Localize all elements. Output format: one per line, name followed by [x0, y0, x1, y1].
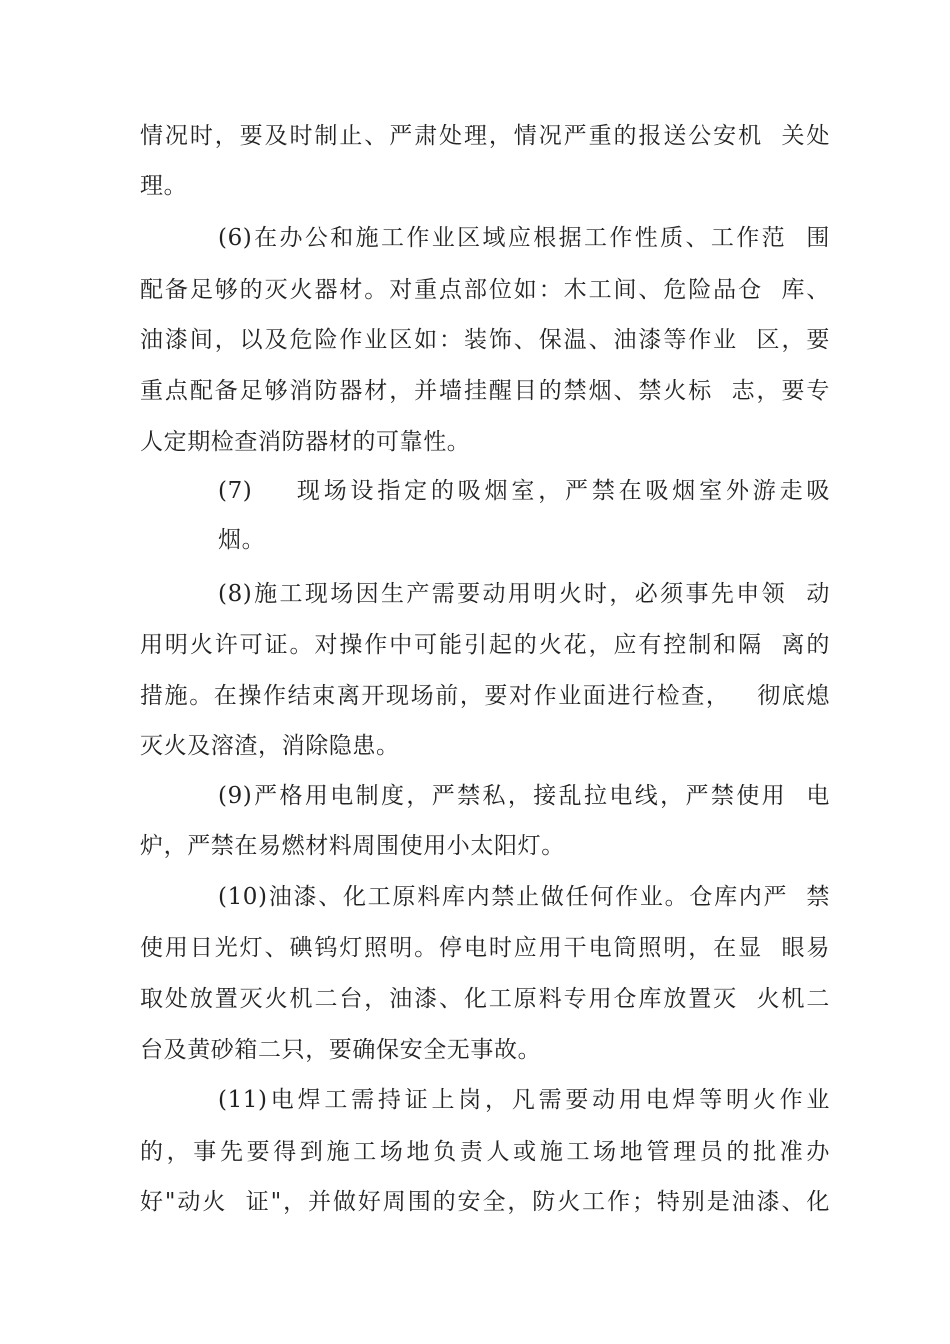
text-line: 油漆间，以及危险作业区如：装饰、保温、油漆等作业 区，要 [140, 327, 830, 353]
text-line: 用明火许可证。对操作中可能引起的火花，应有控制和隔 离的 [140, 632, 830, 658]
text-line: 情况时，要及时制止、严肃处理，情况严重的报送公安机 关处 [140, 123, 830, 149]
text-line: (6)在办公和施工作业区域应根据工作性质、工作范 围 [218, 225, 830, 251]
text-line: 好"动火 证"，并做好周围的安全，防火工作；特别是油漆、化 [140, 1189, 830, 1215]
text-line: 灭火及溶渣，消除隐患。 [140, 733, 400, 759]
text-line: 的，事先要得到施工场地负责人或施工场地管理员的批准办 [140, 1139, 830, 1165]
text-line: (9)严格用电制度，严禁私，接乱拉电线，严禁使用 电 [218, 783, 830, 809]
text-line: 取处放置灭火机二台，油漆、化工原料专用仓库放置灭 火机二 [140, 986, 830, 1012]
text-line: 人定期检查消防器材的可靠性。 [140, 429, 471, 455]
text-line: (11)电焊工需持证上岗，凡需要动用电焊等明火作业 [218, 1087, 830, 1113]
text-line: (7) 现场设指定的吸烟室，严禁在吸烟室外游走吸 [218, 478, 830, 504]
text-line: (10)油漆、化工原料库内禁止做任何作业。仓库内严 禁 [218, 884, 830, 910]
text-line: 措施。在操作结束离开现场前，要对作业面进行检查， 彻底熄 [140, 683, 830, 709]
text-line: 理。 [140, 173, 188, 199]
text-line: 烟。 [218, 527, 266, 553]
text-line: 炉，严禁在易燃材料周围使用小太阳灯。 [140, 833, 565, 859]
text-line: 配备足够的灭火器材。对重点部位如：木工间、危险品仓 库、 [140, 277, 830, 303]
text-line: 台及黄砂箱二只，要确保安全无事故。 [140, 1037, 542, 1063]
text-line: 重点配备足够消防器材，并墙挂醒目的禁烟、禁火标 志，要专 [140, 378, 830, 404]
text-line: (8)施工现场因生产需要动用明火时，必须事先申领 动 [218, 581, 830, 607]
text-line: 使用日光灯、碘钨灯照明。停电时应用干电筒照明，在显 眼易 [140, 935, 830, 961]
